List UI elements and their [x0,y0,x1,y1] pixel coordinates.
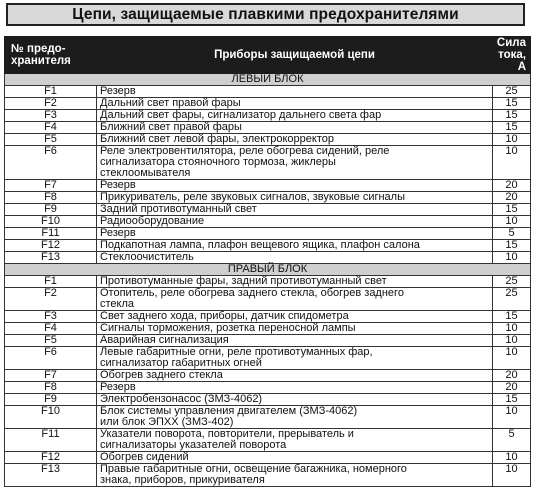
circuit-text-line: Указатели поворота, повторители, прерыватель и [100,428,354,440]
circuit-text-line: Ближний свет левой фары, электрокорректор [100,133,334,145]
current-cell: 15 [493,204,531,216]
current-cell: 25 [493,86,531,98]
fuse-number-cell: F2 [5,288,97,311]
circuit-text-line: Резерв [100,227,136,239]
fuse-number-cell: F8 [5,382,97,394]
header-fuse-number [5,37,97,74]
table-row [5,335,531,347]
table-row [5,406,531,429]
circuit-text-line: Дальний свет правой фары [100,97,241,109]
circuit-cell [97,406,493,429]
circuit-text-line: знака, приборов, прикуривателя [100,474,265,486]
title-banner [6,3,525,26]
circuit-text-line: Противотуманные фары, задний противотуманный свет [100,275,387,287]
circuit-cell [97,323,493,335]
fuse-number-cell: F1 [5,276,97,288]
fuse-number-cell: F12 [5,240,97,252]
circuit-cell [97,311,493,323]
fuse-number-cell: F13 [5,464,97,487]
current-cell: 10 [493,464,531,487]
circuit-cell [97,464,493,487]
current-cell: 10 [493,146,531,180]
current-cell: 10 [493,347,531,370]
current-cell: 10 [493,134,531,146]
table-row [5,134,531,146]
circuit-text-line: Обогрев заднего стекла [100,369,223,381]
fuse-number-cell: F10 [5,406,97,429]
current-cell: 10 [493,252,531,264]
current-cell: 10 [493,452,531,464]
current-cell: 25 [493,288,531,311]
table-row [5,98,531,110]
fuse-number-cell: F2 [5,98,97,110]
circuit-text-line: Отопитель, реле обогрева заднего стекла, обогрев заднего [100,287,404,299]
fuse-number-cell: F11 [5,228,97,240]
circuit-text-line: сигнализатора стояночного тормоза, жиклеры [100,156,336,168]
circuit-text-line: Аварийная сигнализация [100,334,229,346]
table-row [5,394,531,406]
circuit-cell [97,394,493,406]
circuit-cell [97,86,493,98]
table-row [5,86,531,98]
fuse-number-cell: F9 [5,394,97,406]
circuit-text-line: Задний противотуманный свет [100,203,257,215]
table-row [5,228,531,240]
table-row [5,452,531,464]
page-title: Цепи, защищаемые плавкими предохранителями [72,5,459,23]
table-row [5,110,531,122]
circuit-cell [97,192,493,204]
circuit-text-line: Дальний свет фары, сигнализатор дальнего света фар [100,109,382,121]
current-cell: 20 [493,192,531,204]
current-cell: 10 [493,216,531,228]
current-cell: 15 [493,311,531,323]
fuse-number-cell: F10 [5,216,97,228]
header-circuit: Приборы защищаемой цепи [97,37,493,74]
header-current-line-1: Сила [496,37,526,49]
section-title: ЛЕВЫЙ БЛОК [5,74,531,86]
circuit-text-line: Левые габаритные огни, реле противотуманных фар, [100,346,373,358]
table-row [5,323,531,335]
current-cell: 10 [493,406,531,429]
circuit-cell [97,240,493,252]
circuit-cell [97,382,493,394]
table-row [5,252,531,264]
circuit-text-line: Радиооборудование [100,215,205,227]
circuit-cell [97,228,493,240]
circuit-cell [97,134,493,146]
table-row [5,192,531,204]
circuit-text-line: Блок системы управления двигателем (ЗМЗ-4062) [100,405,358,417]
current-cell: 25 [493,276,531,288]
circuit-cell [97,110,493,122]
circuit-cell [97,98,493,110]
section-title: ПРАВЫЙ БЛОК [5,264,531,276]
fuse-number-cell: F6 [5,146,97,180]
fuse-number-cell: F9 [5,204,97,216]
circuit-text-line: стекла [100,298,135,310]
circuit-text-line: Правые габаритные огни, освещение багажника, номерного [100,463,407,475]
fuse-number-cell: F6 [5,347,97,370]
table-row [5,180,531,192]
table-row [5,429,531,452]
header-current-line-2: тока, А [498,49,526,73]
circuit-cell [97,252,493,264]
table-row [5,347,531,370]
circuit-text-line: Обогрев сидений [100,451,189,463]
circuit-cell [97,335,493,347]
current-cell: 5 [493,429,531,452]
current-cell: 10 [493,323,531,335]
circuit-cell [97,146,493,180]
header-fuse-number-line-1: № предо- [11,43,66,55]
current-cell: 20 [493,382,531,394]
circuit-cell [97,216,493,228]
circuit-cell [97,204,493,216]
circuit-cell [97,429,493,452]
current-cell: 15 [493,240,531,252]
circuit-text-line: Резерв [100,381,136,393]
current-cell: 20 [493,180,531,192]
fuse-number-cell: F13 [5,252,97,264]
current-cell: 15 [493,110,531,122]
current-cell: 20 [493,370,531,382]
section-row [5,74,531,86]
section-row [5,264,531,276]
fuse-number-cell: F4 [5,323,97,335]
circuit-text-line: Резерв [100,179,136,191]
current-cell: 15 [493,122,531,134]
circuit-cell [97,452,493,464]
fuse-number-cell: F5 [5,134,97,146]
circuit-text-line: сигнализатор габаритных огней [100,357,262,369]
table-row [5,370,531,382]
table-body [5,74,531,487]
circuit-text-line: Реле электровентилятора, реле обогрева сидений, реле [100,145,390,157]
header-fuse-number-line-2: хранителя [11,55,71,67]
table-row [5,122,531,134]
circuit-cell [97,122,493,134]
circuit-cell [97,370,493,382]
circuit-text-line: Прикуриватель, реле звуковых сигналов, звуковые сигналы [100,191,405,203]
fuse-number-cell: F11 [5,429,97,452]
table-row [5,146,531,180]
fuse-number-cell: F4 [5,122,97,134]
circuit-text-line: Стеклоочиститель [100,251,194,263]
circuit-text-line: Сигналы торможения, розетка переносной лампы [100,322,356,334]
table-header [5,37,531,74]
table-row [5,464,531,487]
circuit-text-line: Подкапотная лампа, плафон вещевого ящика, плафон салона [100,239,420,251]
circuit-cell [97,276,493,288]
table-row [5,204,531,216]
fuse-number-cell: F3 [5,110,97,122]
circuit-text-line: Ближний свет правой фары [100,121,242,133]
fuse-number-cell: F7 [5,370,97,382]
fuse-number-cell: F5 [5,335,97,347]
table-row [5,276,531,288]
circuit-text-line: Электробензонасос (ЗМЗ-4062) [100,393,263,405]
current-cell: 10 [493,335,531,347]
table-row [5,216,531,228]
fuse-table [4,36,531,487]
current-cell: 5 [493,228,531,240]
circuit-cell [97,180,493,192]
circuit-text-line: сигнализаторы указателей поворота [100,439,287,451]
fuse-number-cell: F3 [5,311,97,323]
fuse-number-cell: F7 [5,180,97,192]
current-cell: 15 [493,98,531,110]
fuse-number-cell: F12 [5,452,97,464]
circuit-text-line: или блок ЭПХХ (ЗМЗ-402) [100,416,234,428]
header-current [493,37,531,74]
circuit-cell [97,347,493,370]
table-row [5,288,531,311]
current-cell: 15 [493,394,531,406]
fuse-number-cell: F8 [5,192,97,204]
circuit-text-line: стеклоомывателя [100,167,191,179]
table-row [5,240,531,252]
circuit-text-line: Свет заднего хода, приборы, датчик спидометра [100,310,349,322]
circuit-text-line: Резерв [100,85,136,97]
table-row [5,382,531,394]
fuse-number-cell: F1 [5,86,97,98]
circuit-cell [97,288,493,311]
table-row [5,311,531,323]
